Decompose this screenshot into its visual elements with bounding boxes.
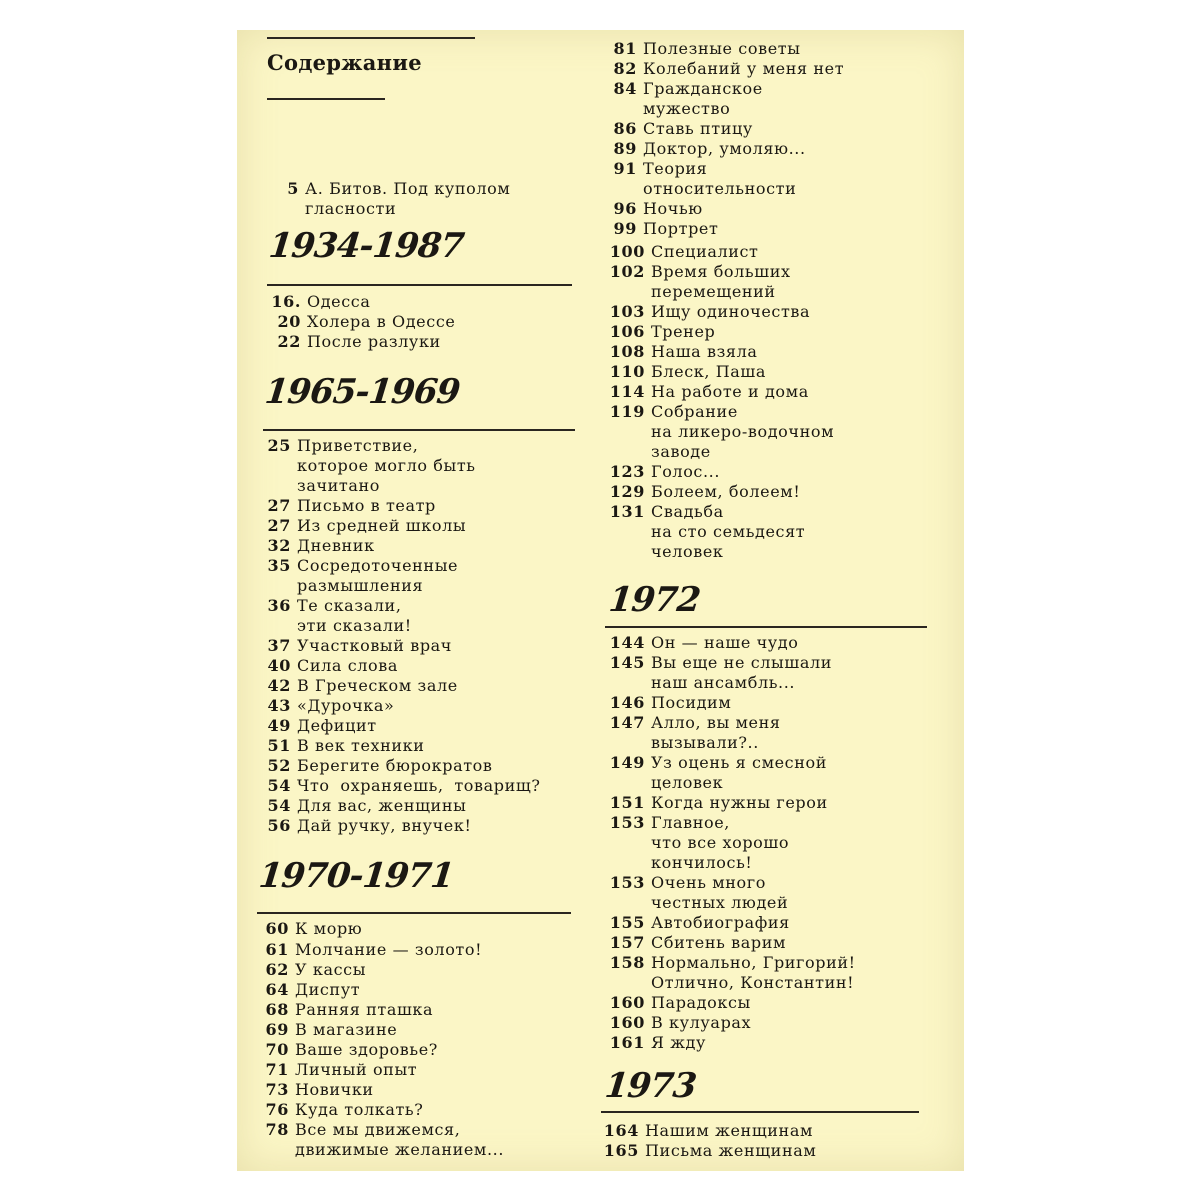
section-rule — [605, 626, 927, 628]
entry-title: Сила слова — [297, 656, 398, 675]
entry-title: Для вас, женщины — [297, 796, 467, 815]
toc-entry — [605, 139, 806, 159]
entry-title: Диспут — [295, 980, 361, 999]
entry-title: Алло, вы меня вызывали?.. — [651, 713, 781, 752]
entry-page-number: 144 — [609, 633, 645, 652]
entry-page-number: 149 — [609, 753, 645, 772]
entry-title: Парадоксы — [651, 993, 751, 1012]
entry-title: Личный опыт — [295, 1060, 418, 1079]
entry-page-number: 165 — [603, 1141, 639, 1160]
entry-title: Время больших перемещений — [651, 262, 791, 301]
entry-title: Новички — [295, 1080, 374, 1099]
entry-page-number: 22 — [277, 332, 301, 351]
entry-page-number: 60 — [265, 919, 289, 938]
toc-entry — [605, 242, 759, 262]
entry-page-number: 157 — [609, 933, 645, 952]
entry-title: В век техники — [297, 736, 425, 755]
toc-entry — [607, 1033, 706, 1053]
entry-title: Приветствие, которое могло быть зачитано — [297, 436, 476, 495]
entry-title: Дефицит — [297, 716, 377, 735]
entry-title: Теория относительности — [643, 159, 797, 198]
section-rule — [601, 1111, 919, 1113]
section-heading-1965-1969: 1965-1969 — [262, 372, 462, 412]
entry-page-number: 145 — [609, 653, 645, 672]
entry-page-number: 153 — [609, 873, 645, 892]
toc-entry — [607, 753, 827, 793]
entry-page-number: 56 — [267, 816, 291, 835]
toc-entry — [267, 556, 458, 596]
toc-entry — [267, 596, 412, 636]
entry-title: Специалист — [651, 242, 759, 261]
entry-title: Нашим женщинам — [645, 1121, 814, 1140]
entry-page-number: 81 — [613, 39, 637, 58]
entry-page-number: 25 — [267, 436, 291, 455]
entry-page-number: 161 — [609, 1033, 645, 1052]
toc-entry — [267, 536, 375, 556]
entry-page-number: 52 — [267, 756, 291, 775]
entry-page-number: 110 — [609, 362, 645, 381]
entry-page-number: 155 — [609, 913, 645, 932]
entry-page-number: 99 — [613, 219, 637, 238]
toc-entry — [267, 496, 436, 516]
toc-entry — [605, 362, 766, 382]
toc-entry — [271, 292, 371, 312]
entry-title: Те сказали, эти сказали! — [297, 596, 412, 635]
entry-title: «Дурочка» — [297, 696, 395, 715]
toc-entry — [267, 816, 471, 836]
entry-page-number: 69 — [265, 1020, 289, 1039]
entry-title: Он — наше чудо — [651, 633, 799, 652]
section-heading-1972: 1972 — [606, 580, 702, 620]
toc-entry — [607, 1013, 751, 1033]
entry-title: Ранняя пташка — [295, 1000, 434, 1019]
entry-page-number: 36 — [267, 596, 291, 615]
entry-title: Ваше здоровье? — [295, 1040, 438, 1059]
entry-page-number: 37 — [267, 636, 291, 655]
entry-title: Куда толкать? — [295, 1100, 424, 1119]
entry-page-number: 76 — [265, 1100, 289, 1119]
toc-entry — [267, 696, 394, 716]
toc-entry — [265, 1100, 423, 1120]
entry-title: Посидим — [651, 693, 732, 712]
entry-page-number: 43 — [267, 696, 291, 715]
entry-title: Уз оцень я смесной целовек — [651, 753, 828, 792]
entry-page-number: 5 — [287, 179, 299, 198]
entry-page-number: 91 — [613, 159, 637, 178]
entry-page-number: 164 — [603, 1121, 639, 1140]
toc-entry — [605, 119, 753, 139]
toc-entry — [265, 960, 366, 980]
entry-page-number: 27 — [267, 496, 291, 515]
toc-entry — [267, 516, 466, 536]
toc-entry — [265, 1080, 374, 1100]
entry-page-number: 123 — [609, 462, 645, 481]
entry-page-number: 160 — [609, 1013, 645, 1032]
entry-page-number: 147 — [609, 713, 645, 732]
entry-title: Свадьба на сто семьдесят человек — [651, 502, 806, 561]
toc-entry — [265, 1040, 438, 1060]
entry-page-number: 62 — [265, 960, 289, 979]
entry-page-number: 49 — [267, 716, 291, 735]
toc-entry — [607, 653, 832, 693]
entry-title: Я жду — [651, 1033, 706, 1052]
entry-page-number: 78 — [265, 1120, 289, 1139]
entry-page-number: 54 — [267, 796, 291, 815]
toc-entry — [607, 633, 798, 653]
entry-title: Автобиография — [651, 913, 790, 932]
entry-title: Дневник — [297, 536, 375, 555]
entry-title: Главное, что все хорошо кончилось! — [651, 813, 790, 872]
toc-entry — [605, 482, 800, 502]
title-rule — [267, 98, 385, 100]
toc-entry — [607, 693, 731, 713]
entry-page-number: 89 — [613, 139, 637, 158]
entry-title: В магазине — [295, 1020, 398, 1039]
entry-page-number: 51 — [267, 736, 291, 755]
entry-title: Ночью — [643, 199, 703, 218]
entry-title: Письмо в театр — [297, 496, 436, 515]
entry-title: Полезные советы — [643, 39, 801, 58]
entry-page-number: 86 — [613, 119, 637, 138]
toc-entry — [605, 159, 796, 199]
toc-entry — [605, 262, 791, 302]
entry-title: Голос... — [651, 462, 721, 481]
entry-title: Ставь птицу — [643, 119, 753, 138]
book-page — [237, 30, 964, 1171]
entry-title: Сбитень варим — [651, 933, 787, 952]
toc-entry — [605, 382, 809, 402]
toc-entry — [265, 1120, 504, 1160]
toc-entry — [607, 813, 789, 873]
section-rule — [263, 429, 575, 431]
entry-page-number: 27 — [267, 516, 291, 535]
toc-entry — [265, 1060, 417, 1080]
section-rule — [267, 284, 572, 286]
entry-page-number: 82 — [613, 59, 637, 78]
entry-title: Из средней школы — [297, 516, 467, 535]
entry-page-number: 96 — [613, 199, 637, 218]
toc-entry — [605, 402, 834, 462]
entry-title: Собрание на ликеро-водочном заводе — [651, 402, 835, 461]
toc-entry — [271, 332, 441, 352]
toc-entry — [265, 980, 360, 1000]
entry-title: Наша взяла — [651, 342, 758, 361]
toc-entry — [605, 39, 801, 59]
entry-page-number: 42 — [267, 676, 291, 695]
entry-title: Гражданское мужество — [643, 79, 763, 118]
entry-page-number: 103 — [609, 302, 645, 321]
page-title: Содержание — [267, 50, 422, 75]
top-rule — [267, 37, 475, 39]
entry-page-number: 68 — [265, 1000, 289, 1019]
toc-entry — [267, 796, 466, 816]
entry-page-number: 146 — [609, 693, 645, 712]
entry-page-number: 70 — [265, 1040, 289, 1059]
entry-title: На работе и дома — [651, 382, 809, 401]
entry-page-number: 73 — [265, 1080, 289, 1099]
entry-page-number: 153 — [609, 813, 645, 832]
entry-page-number: 84 — [613, 79, 637, 98]
entry-page-number: 32 — [267, 536, 291, 555]
entry-page-number: 131 — [609, 502, 645, 521]
entry-title: Дай ручку, внучек! — [297, 816, 472, 835]
entry-title: Нормально, Григорий! Отлично, Константин! — [651, 953, 856, 992]
entry-title: Сосредоточенные размышления — [297, 556, 459, 595]
entry-title: После разлуки — [307, 332, 441, 351]
entry-page-number: 35 — [267, 556, 291, 575]
entry-title: У кассы — [295, 960, 367, 979]
toc-entry — [607, 873, 788, 913]
section-heading-1973: 1973 — [602, 1066, 698, 1106]
entry-title: Доктор, умоляю... — [643, 139, 806, 158]
entry-title: Все мы движемся, движимые желанием... — [295, 1120, 505, 1159]
toc-entry — [267, 756, 493, 776]
entry-title: Когда нужны герои — [651, 793, 828, 812]
entry-title: А. Битов. Под куполом гласности — [305, 179, 511, 218]
entry-title: Берегите бюрократов — [297, 756, 493, 775]
toc-entry-preface — [275, 179, 510, 219]
entry-title: В кулуарах — [651, 1013, 752, 1032]
toc-entry — [605, 322, 715, 342]
entry-page-number: 64 — [265, 980, 289, 999]
toc-entry — [605, 342, 758, 362]
entry-page-number: 106 — [609, 322, 645, 341]
toc-entry — [267, 676, 458, 696]
entry-page-number: 160 — [609, 993, 645, 1012]
toc-entry — [607, 933, 786, 953]
toc-entry — [265, 940, 482, 960]
entry-title: Портрет — [643, 219, 719, 238]
toc-entry — [607, 953, 856, 993]
section-rule — [257, 912, 571, 914]
toc-entry — [605, 502, 805, 562]
toc-entry — [267, 716, 377, 736]
entry-title: Молчание — золото! — [295, 940, 483, 959]
toc-entry — [605, 79, 763, 119]
entry-title: Что охраняешь, товарищ? — [297, 776, 541, 795]
entry-title: В Греческом зале — [297, 676, 458, 695]
entry-title: Болеем, болеем! — [651, 482, 801, 501]
entry-title: Письма женщинам — [645, 1141, 817, 1160]
entry-page-number: 61 — [265, 940, 289, 959]
entry-title: Блеск, Паша — [651, 362, 767, 381]
entry-page-number: 54 — [267, 776, 291, 795]
entry-title: Ищу одиночества — [651, 302, 811, 321]
entry-title: Вы еще не слышали наш ансамбль... — [651, 653, 832, 692]
toc-entry — [267, 776, 541, 796]
toc-entry — [605, 219, 718, 239]
toc-entry — [601, 1141, 816, 1161]
entry-title: Тренер — [651, 322, 716, 341]
section-heading-1970-1971: 1970-1971 — [256, 856, 456, 896]
toc-entry — [265, 1000, 433, 1020]
entry-page-number: 129 — [609, 482, 645, 501]
toc-entry — [605, 462, 720, 482]
entry-title: К морю — [295, 919, 363, 938]
toc-entry — [271, 312, 455, 332]
entry-title: Колебаний у меня нет — [643, 59, 845, 78]
entry-page-number: 100 — [609, 242, 645, 261]
toc-entry — [601, 1121, 813, 1141]
toc-entry — [607, 993, 751, 1013]
entry-page-number: 102 — [609, 262, 645, 281]
toc-entry — [607, 793, 828, 813]
entry-page-number: 114 — [609, 382, 645, 401]
entry-title: Одесса — [307, 292, 371, 311]
toc-entry — [605, 302, 810, 322]
toc-entry — [265, 919, 362, 939]
toc-entry — [605, 59, 844, 79]
toc-entry — [267, 436, 476, 496]
entry-title: Очень много честных людей — [651, 873, 789, 912]
toc-entry — [605, 199, 703, 219]
entry-page-number: 16. — [271, 292, 301, 311]
toc-entry — [267, 636, 452, 656]
entry-title: Холера в Одессе — [307, 312, 456, 331]
entry-page-number: 20 — [277, 312, 301, 331]
entry-title: Участковый врач — [297, 636, 452, 655]
toc-entry — [267, 736, 425, 756]
entry-page-number: 119 — [609, 402, 645, 421]
toc-entry — [607, 913, 790, 933]
entry-page-number: 151 — [609, 793, 645, 812]
entry-page-number: 40 — [267, 656, 291, 675]
entry-page-number: 108 — [609, 342, 645, 361]
toc-entry — [607, 713, 781, 753]
entry-page-number: 71 — [265, 1060, 289, 1079]
entry-page-number: 158 — [609, 953, 645, 972]
section-heading-1934-1987: 1934-1987 — [266, 226, 466, 266]
toc-entry — [267, 656, 398, 676]
toc-entry — [265, 1020, 397, 1040]
